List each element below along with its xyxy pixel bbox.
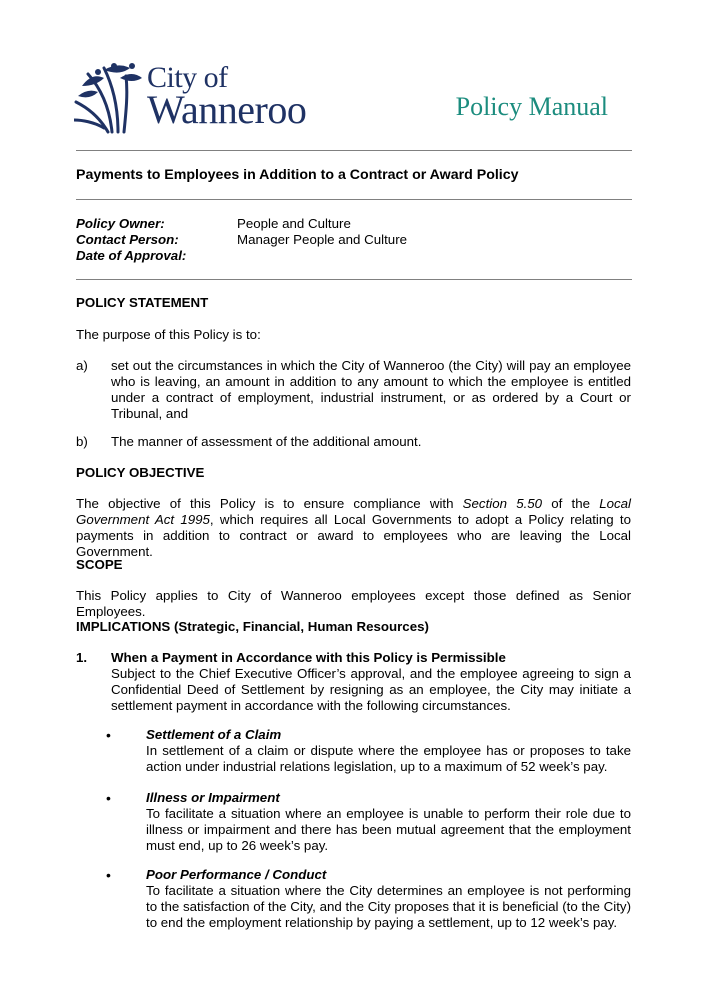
- bullet-body: [146, 727, 631, 775]
- section-heading-statement: POLICY STATEMENT: [76, 295, 209, 310]
- divider: [76, 150, 632, 151]
- list-marker: b): [76, 434, 88, 449]
- bullet-icon: •: [106, 867, 111, 883]
- meta-value: People and Culture: [237, 216, 351, 231]
- meta-label: Date of Approval:: [76, 248, 187, 263]
- bullet-icon: •: [106, 790, 111, 806]
- objective-text-part: , which requires all Local Governments to adopt a Policy relating to payments in addition to contract or award to employees who are leaving the Local Government.: [76, 512, 631, 559]
- bullet-icon: •: [106, 727, 111, 743]
- meta-label: Policy Owner:: [76, 216, 165, 231]
- bullet-text: In settlement of a claim or dispute where the employee has or proposes to take action under industrial relations legislation, up to a maximum of 52 week’s pay.: [146, 743, 631, 774]
- statement-intro: The purpose of this Policy is to:: [76, 327, 261, 342]
- logo-wanneroo-text: Wanneroo: [147, 87, 307, 132]
- policy-title: Payments to Employees in Addition to a Contract or Award Policy: [76, 167, 519, 183]
- numbered-item-text: Subject to the Chief Executive Officer’s approval, and the employee agreeing to sign a Confidential Deed of Settlement by resigning as an employee, the City may initiate a settlement payment in accordance with the following circumstances.: [111, 666, 631, 713]
- scope-text: This Policy applies to City of Wanneroo employees except those defined as Senior Employees.: [76, 588, 631, 619]
- bullet-body: [146, 790, 631, 854]
- list-item-text: set out the circumstances in which the City of Wanneroo (the City) will pay an employee who is leaving, an amount in addition to any amount to which the employee is entitled under a contract of employment, industrial instrument, or as ordered by a Court or Tribunal, and: [111, 358, 631, 421]
- section-heading-objective: POLICY OBJECTIVE: [76, 465, 205, 480]
- section-heading-scope: SCOPE: [76, 557, 123, 572]
- banksia-emblem-icon: [74, 62, 144, 134]
- logo-city-text: City of: [147, 61, 228, 94]
- bullet-heading: Poor Performance / Conduct: [146, 867, 327, 882]
- act-reference: Local Government Act 1995: [76, 496, 631, 527]
- list-marker: a): [76, 358, 88, 373]
- meta-row-approval: [76, 248, 407, 264]
- objective-text-part: of the: [542, 496, 600, 511]
- bullet-heading: Illness or Impairment: [146, 790, 280, 805]
- divider: [76, 199, 632, 200]
- meta-label: Contact Person:: [76, 232, 179, 247]
- bullet-heading: Settlement of a Claim: [146, 727, 282, 742]
- objective-text: [76, 496, 631, 560]
- policy-meta: [76, 216, 407, 264]
- section-heading-implications: IMPLICATIONS (Strategic, Financial, Human Resources): [76, 619, 429, 634]
- numbered-item-body: [111, 650, 631, 714]
- item-number: 1.: [76, 650, 88, 665]
- divider: [76, 279, 632, 280]
- numbered-item-heading: When a Payment in Accordance with this Policy is Permissible: [111, 650, 506, 665]
- city-of-wanneroo-logo: [74, 62, 334, 136]
- bullet-text: To facilitate a situation where the City determines an employee is not performing to the satisfaction of the City, and the City proposes that it is beneficial (to the City) to end the employment relationship by paying a settlement, up to 12 week’s pay.: [146, 883, 631, 930]
- policy-manual-title: Policy Manual: [455, 92, 608, 121]
- objective-text-part: The objective of this Policy is to ensure compliance with: [76, 496, 463, 511]
- meta-row-contact: [76, 232, 407, 248]
- bullet-text: To facilitate a situation where an employee is unable to perform their role due to illness or impairment and there has been mutual agreement that the employment must end, up to 26 week’s pay.: [146, 806, 631, 853]
- list-item-text: The manner of assessment of the additional amount.: [111, 434, 422, 449]
- meta-value: Manager People and Culture: [237, 232, 408, 247]
- bullet-body: [146, 867, 631, 931]
- meta-row-owner: [76, 216, 407, 232]
- section-reference: Section 5.50: [462, 496, 543, 511]
